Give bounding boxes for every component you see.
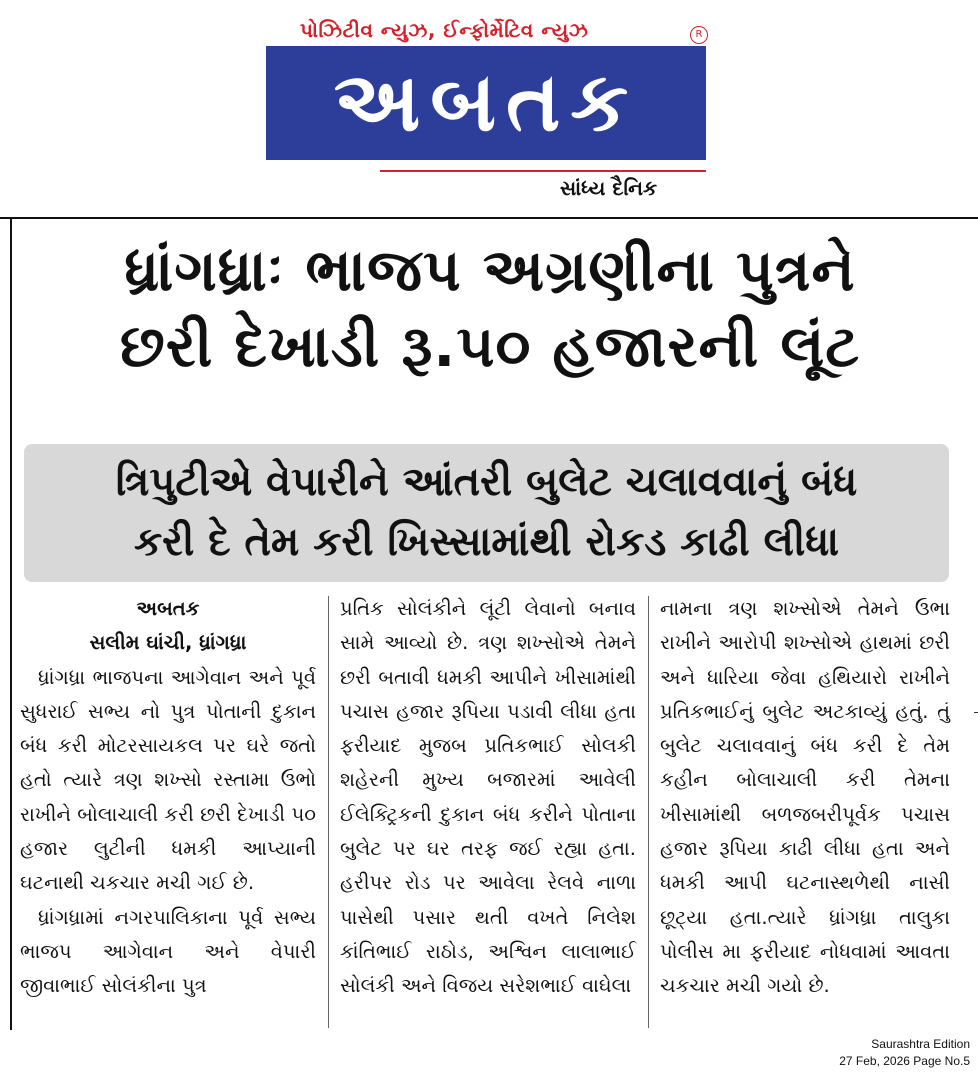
- column-divider-2: [648, 596, 649, 1028]
- edition-date-page: 27 Feb, 2026 Page No.5: [839, 1054, 970, 1068]
- edition-name: Saurashtra Edition: [871, 1037, 970, 1051]
- byline-reporter: સલીમ ઘાંચી, ધ્રાંગધ્રા: [89, 631, 247, 655]
- top-divider: [0, 217, 978, 219]
- headline-line-1: ધ્રાંગધ્રાઃ ભાજપ અગ્રણીના પુત્રને: [124, 236, 856, 304]
- edition-footer: [839, 1036, 970, 1070]
- article-column-2: [340, 592, 636, 1004]
- column-divider-1: [328, 596, 329, 1028]
- newspaper-logo: અબતક: [266, 46, 706, 160]
- column-1-paragraph-2: ધ્રાંગધ્રામાં નગરપાલિકાના પૂર્વ સભ્ય ભાજપ આગેવાન અને વેપારી જીવાભાઈ સોલંકીના પુત્ર: [20, 905, 316, 998]
- article-subheadline: [24, 452, 949, 572]
- headline-line-2: છરી દેખાડી રૂ.૫૦ હજારની લૂંટ: [119, 312, 861, 380]
- margin-tick: [974, 712, 978, 713]
- masthead: [0, 0, 978, 210]
- left-border: [10, 218, 12, 1030]
- subheadline-line-1: ત્રિપુટીએ વેપારીને આંતરી બુલેટ ચલાવવાનું બંધ: [115, 459, 858, 505]
- column-2-paragraph-1: પ્રતિક સોલંકીને લૂંટી લેવાનો બનાવ સામે આવ્યો છે. ત્રણ શખ્સોએ તેમને છરી બતાવી ધમકી આપીને ખીસામાંથી પચાસ હજાર રૂપિયા પડાવી લીધા હતા ફરીયાદ મુજબ પ્રતિકભાઈ સોલકી શહેરની મુખ્ય બજારમાં આવેલી ઈલેક્ટ્રિકની દુકાન બંધ કરીને પોતાના બુલેટ પર ઘર તરફ જઈ રહ્યા હતા. હરીપર રોડ પર આવેલા રેલવે નાળા પાસેથી પસાર થતી વખતે નિલેશ કાંતિભાઈ રાઠોડ, અશ્વિન લાલાભાઈ સોલંકી અને વિજય સરેશભાઈ વાઘેલા: [340, 597, 636, 998]
- subtitle-rule: [380, 170, 706, 172]
- logo-underbar: [266, 152, 706, 160]
- column-3-paragraph-1: નામના ત્રણ શખ્સોએ તેમને ઉભા રાખીને આરોપી શખ્સોએ હાથમાં છરી અને ધારિયા જેવા હથિયારો રાખીને પ્રતિકભાઈનું બુલેટ અટકાવ્યું હતું. તું બુલેટ ચલાવવાનું બંધ કરી દે તેમ કહીન બોલાચાલી કરી તેમના ખીસામાંથી બળજબરીપૂર્વક પચાસ હજાર રૂપિયા કાઢી લીધા હતા અને ધમકી આપી ઘટનાસ્થળેથી નાસી છૂટ્યા હતા.ત્યારે ધ્રાંગધ્રા તાલુકા પોલીસ મા ફરીયાદ નોધવામાં આવતા ચકચાર મચી ગયો છે.: [660, 597, 950, 998]
- masthead-tagline: પોઝિટીવ ન્યુઝ, ઈન્ફોર્મેટિવ ન્યુઝ: [300, 18, 589, 42]
- article-column-1: [20, 592, 316, 1004]
- byline-source: અબતક: [136, 597, 200, 620]
- article-column-3: [660, 592, 950, 1004]
- registered-trademark-icon: R: [690, 26, 708, 44]
- article-headline: [20, 232, 960, 384]
- column-1-paragraph-1: ધ્રાંગધ્રા ભાજપના આગેવાન અને પૂર્વ સુધરાઈ સભ્ય નો પુત્ર પોતાની દુકાન બંધ કરી મોટરસાયકલ પર ઘરે જતો હતો ત્યારે ત્રણ શખ્સો રસ્તામા ઉભો રાખીને બોલાચાલી કરી છરી દેખાડી ૫૦ હજાર લુટીની ધમકી આપ્યાની ઘટનાથી ચકચાર મચી ગઈ છે.: [20, 665, 316, 895]
- subheadline-line-2: કરી દે તેમ કરી ખિસ્સામાંથી રોકડ કાઢી લીધા: [133, 519, 840, 565]
- masthead-subtitle: સાંધ્ય દૈનિક: [560, 176, 658, 200]
